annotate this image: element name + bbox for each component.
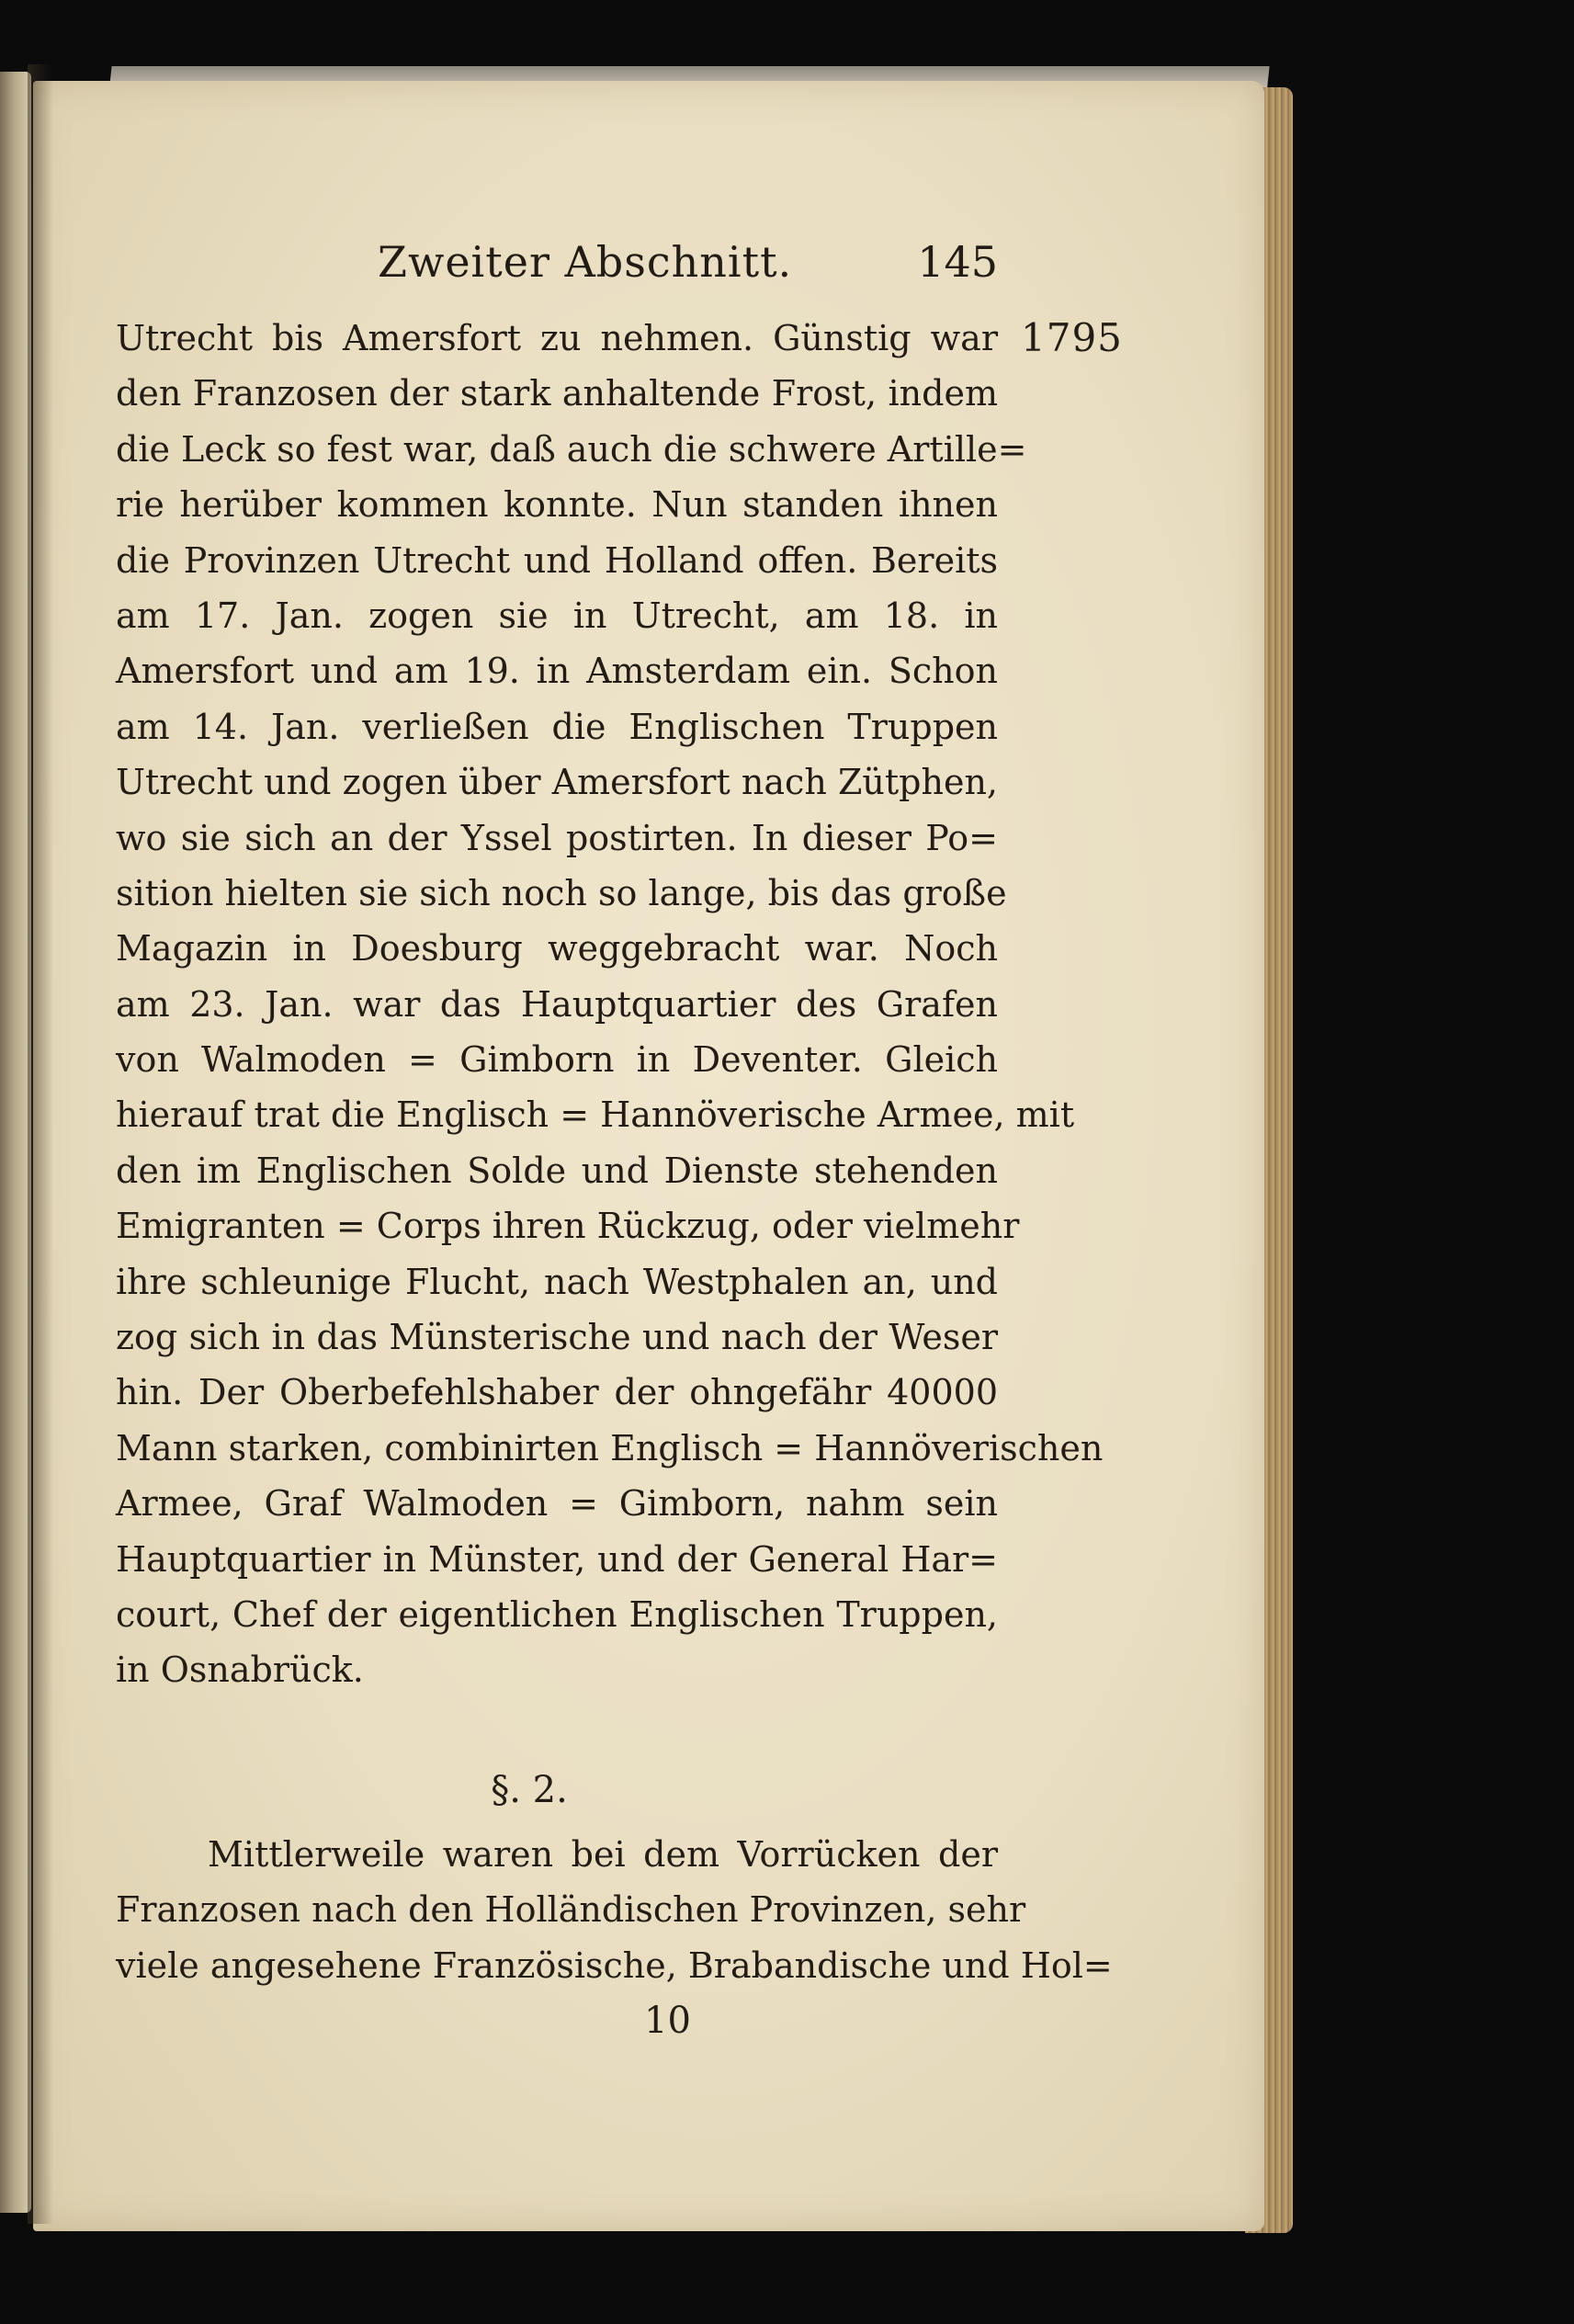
body-line: die Provinzen Utrecht und Holland offen. Bereits [116,539,998,581]
body-line: in Osnabrück. [116,1649,364,1691]
body-line: Emigranten = Corps ihren Rückzug, oder vielmehr [116,1206,1020,1247]
section-heading: §. 2. [491,1768,568,1811]
section-line: Franzosen nach den Holländischen Provinzen, sehr [116,1889,1026,1931]
body-line: am 23. Jan. war das Hauptquartier des Grafen [116,983,998,1025]
body-line: Hauptquartier in Münster, und der General Har= [116,1538,998,1580]
page-number: 145 [917,237,998,287]
body-paragraph [116,311,1123,1698]
body-line: hierauf trat die Englisch = Hannöverische Armee, mit [116,1094,1075,1136]
body-line: zog sich in das Münsterische und nach der Weser [116,1317,998,1358]
body-line: am 14. Jan. verließen die Englischen Truppen [116,706,998,747]
body-line: Magazin in Doesburg weggebracht war. Noch [116,928,998,969]
body-line: den im Englischen Solde und Dienste stehenden [116,1150,998,1191]
body-line: den Franzosen der stark anhaltende Frost, indem [116,373,998,414]
body-line: die Leck so fest war, daß auch die schwere Artille= [116,428,1027,470]
body-line: rie herüber kommen konnte. Nun standen ihnen [116,484,998,526]
body-line: wo sie sich an der Yssel postirten. In dieser Po= [116,817,998,858]
body-line: Armee, Graf Walmoden = Gimborn, nahm sein [116,1483,998,1525]
margin-year-note: 1795 [1021,315,1123,360]
body-line: sition hielten sie sich noch so lange, bis das große [116,872,1007,913]
body-line: von Walmoden = Gimborn in Deventer. Gleich [116,1039,998,1081]
section-line: Mittlerweile waren bei dem Vorrücken der [208,1833,998,1875]
signature-mark: 10 [644,1999,691,2042]
body-line: court, Chef der eigentlichen Englischen Truppen, [116,1593,998,1635]
page-header [116,237,998,311]
body-line: ihre schleunige Flucht, nach Westphalen an, und [116,1261,998,1302]
body-line: am 17. Jan. zogen sie in Utrecht, am 18. in [116,595,998,636]
text-block [116,237,1123,2048]
section-paragraph [116,1827,1113,1993]
section-line: viele angesehene Französische, Brabandische und Hol= [116,1944,1113,1986]
body-line: hin. Der Oberbefehlshaber der ohngefähr 40000 [116,1372,998,1413]
previous-page-edge [0,72,31,2213]
running-head: Zweiter Abschnitt. [378,237,793,287]
gutter-shadow [28,64,53,2224]
body-line: Amersfort und am 19. in Amsterdam ein. Schon [116,651,998,692]
body-line: Mann starken, combinirten Englisch = Hannöverischen [116,1427,1104,1468]
body-line-text: Utrecht bis Amersfort zu nehmen. Günstig war [116,318,998,358]
body-line: Utrecht und zogen über Amersfort nach Zütphen, [116,762,998,803]
book-page [33,81,1264,2231]
body-line [116,311,1123,366]
